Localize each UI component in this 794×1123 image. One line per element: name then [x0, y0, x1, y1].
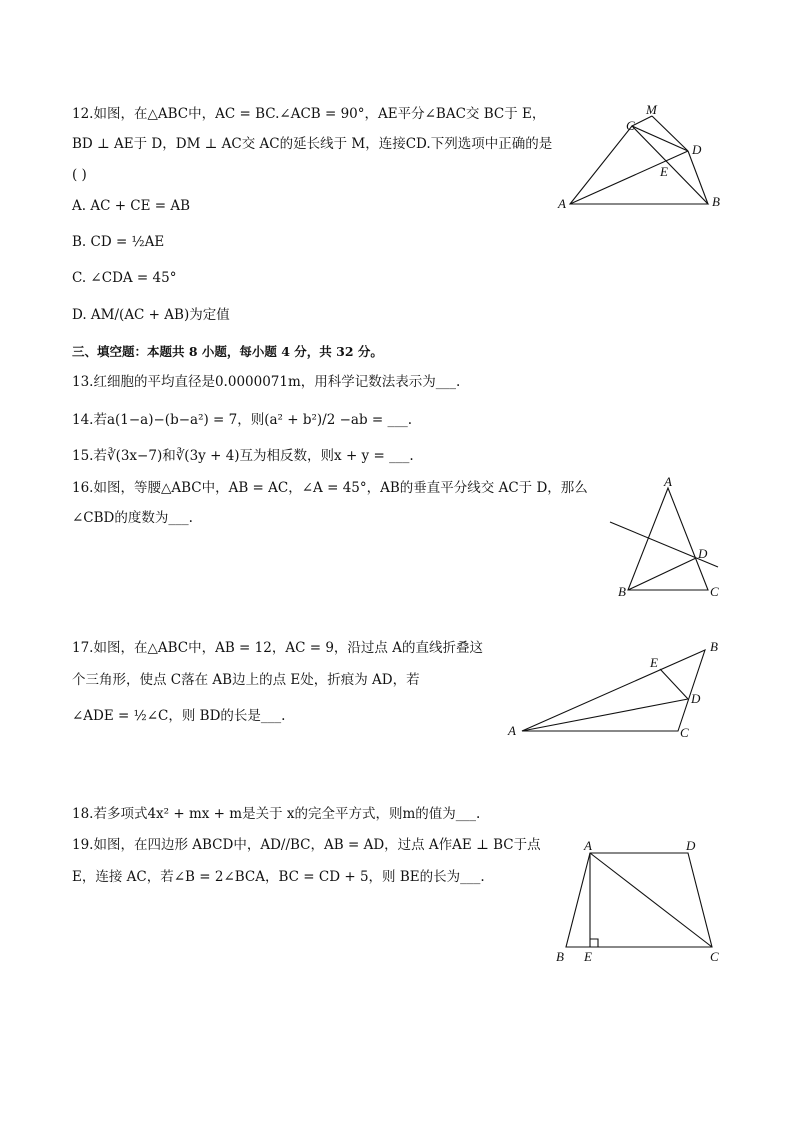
f16-label-d: D [698, 546, 708, 561]
q16-line-2: ∠CBD的度数为___. [72, 510, 193, 526]
q15: 15.若∛(3x−7)和∛(3y + 4)互为相反数，则x + y = ___. [72, 448, 414, 464]
q17-line-3: ∠ADE = ½∠C，则 BD的长是___. [72, 708, 286, 724]
f19-label-b: B [556, 949, 564, 964]
figure-q16 [600, 470, 730, 605]
q18: 18.若多项式4x² + mx + m是关于 x的完全平方式，则m的值为___. [72, 806, 481, 822]
f19-label-e: E [584, 949, 592, 964]
q12-option-b: B. CD = ½AE [72, 234, 165, 250]
f17-label-e: E [650, 655, 658, 670]
section-3-heading: 三、填空题：本题共 8 小题，每小题 4 分，共 32 分。 [72, 344, 383, 359]
q17-line-1: 17.如图，在△ABC中，AB = 12，AC = 9，沿过点 A的直线折叠这 [72, 640, 483, 656]
f12-label-c: C [626, 118, 635, 133]
f12-label-m: M [646, 102, 657, 117]
q12-line-3: ( ) [72, 167, 87, 183]
f17-label-b: B [710, 639, 718, 654]
f16-label-b: B [618, 584, 626, 599]
f16-label-c: C [710, 584, 719, 599]
f12-label-b: B [712, 194, 720, 209]
f19-label-c: C [710, 949, 719, 964]
q12-option-c: C. ∠CDA = 45° [72, 270, 177, 286]
figure-q19 [548, 835, 728, 970]
q12-line-2: BD ⊥ AE于 D，DM ⊥ AC交 AC的延长线于 M，连接CD.下列选项中正确的是 [72, 136, 553, 152]
q14: 14.若a(1−a)−(b−a²) = 7，则(a² + b²)/2 −ab = ___. [72, 412, 413, 428]
q12-line-1: 12.如图，在△ABC中，AC = BC.∠ACB = 90°，AE平分∠BAC交 BC于 E， [72, 106, 546, 122]
q19-line-2: E，连接 AC，若∠B = 2∠BCA，BC = CD + 5，则 BE的长为___. [72, 869, 485, 885]
f17-label-c: C [680, 725, 689, 740]
figure-q12 [550, 96, 740, 216]
q13: 13.红细胞的平均直径是0.0000071m，用科学记数法表示为___. [72, 374, 461, 390]
q19-line-1: 19.如图，在四边形 ABCD中，AD//BC，AB = AD，过点 A作AE ⊥ BC于点 [72, 837, 541, 853]
figure-q17 [500, 635, 730, 745]
q16-line-1: 16.如图，等腰△ABC中，AB = AC，∠A = 45°，AB的垂直平分线交 AC于 D，那么 [72, 480, 588, 496]
q12-option-d: D. AM/(AC + AB)为定值 [72, 307, 230, 323]
f12-label-d: D [692, 142, 702, 157]
f12-label-a: A [558, 196, 566, 211]
f17-label-a: A [508, 723, 516, 738]
f19-label-a: A [584, 838, 592, 853]
f12-label-e: E [660, 164, 668, 179]
q12-option-a: A. AC + CE = AB [72, 198, 191, 214]
f17-label-d: D [691, 691, 701, 706]
f19-label-d: D [686, 838, 696, 853]
q17-line-2: 个三角形，使点 C落在 AB边上的点 E处，折痕为 AD，若 [72, 672, 420, 688]
f16-label-a: A [664, 474, 672, 489]
